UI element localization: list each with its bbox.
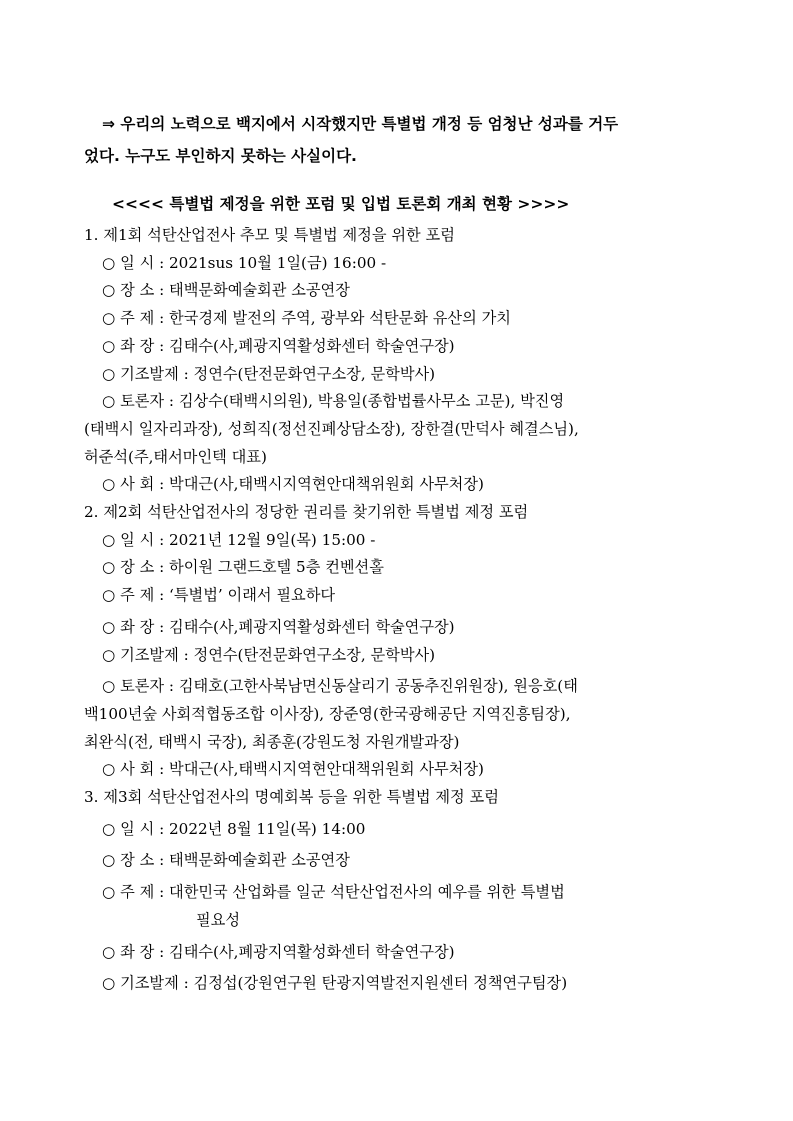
intro-line-1: ⇒ 우리의 노력으로 백지에서 시작했지만 특별법 개정 등 엄청난 성과를 거두 <box>102 115 619 133</box>
forum-2-panel-line-3: 최완식(전, 태백시 국장), 최종훈(강원도청 자원개발과장) <box>84 732 460 751</box>
forum-1-place: ○ 장 소 : 태백문화예술회관 소공연장 <box>102 281 350 300</box>
forum-3-date: ○ 일 시 : 2022년 8월 11일(목) 14:00 <box>102 819 366 838</box>
forum-2-host: ○ 사 회 : 박대근(사,태백시지역현안대책위원회 사무처장) <box>102 760 484 779</box>
forum-1-keynote: ○ 기조발제 : 정연수(탄전문화연구소장, 문학박사) <box>102 364 436 383</box>
forum-1-panel <box>84 388 714 471</box>
forum-1-host: ○ 사 회 : 박대근(사,태백시지역현안대책위원회 사무처장) <box>102 475 484 494</box>
forum-3-place: ○ 장 소 : 태백문화예술회관 소공연장 <box>102 851 350 870</box>
forum-1-panel-line-2: (태백시 일자리과장), 성희직(정선진폐상담소장), 장한결(만덕사 혜결스님), <box>84 419 579 438</box>
forum-3-chair: ○ 좌 장 : 김태수(사,폐광지역활성화센터 학술연구장) <box>102 942 455 961</box>
forum-1-date: ○ 일 시 : 2021sus 10월 1일(금) 16:00 - <box>102 253 387 272</box>
forum-1-panel-line-3: 허준석(주,태서마인텍 대표) <box>84 447 267 466</box>
forum-1-panel-line-1: ○ 토론자 : 김상수(태백시의원), 박용일(종합법률사무소 고문), 박진영 <box>102 392 565 411</box>
section-heading: <<<< 특별법 제정을 위한 포럼 및 입법 토론회 개최 현황 >>>> <box>112 195 570 213</box>
forum-3-keynote: ○ 기조발제 : 김정섭(강원연구원 탄광지역발전지원센터 정책연구팀장) <box>102 974 568 993</box>
forum-1-chair: ○ 좌 장 : 김태수(사,폐광지역활성화센터 학술연구장) <box>102 336 455 355</box>
forum-2-panel-line-2: 백100년숲 사회적협동조합 이사장), 장준영(한국광해공단 지역진흥팀장), <box>84 704 571 723</box>
forum-list <box>84 222 714 998</box>
forum-2-panel-line-1: ○ 토론자 : 김태호(고한사북남면신동살리기 공동추진위원장), 원응호(태 <box>102 677 578 696</box>
forum-1-title: 1. 제1회 석탄산업전사 추모 및 특별법 제정을 위한 포럼 <box>84 226 455 244</box>
forum-1-theme: ○ 주 제 : 한국경제 발전의 주역, 광부와 석탄문화 유산의 가치 <box>102 309 511 328</box>
forum-2-date: ○ 일 시 : 2021년 12월 9일(목) 15:00 - <box>102 530 376 549</box>
forum-2-title: 2. 제2회 석탄산업전사의 정당한 권리를 찾기위한 특별법 제정 포럼 <box>84 503 529 522</box>
forum-2-panel <box>84 673 714 756</box>
intro-paragraph <box>84 108 724 172</box>
forum-2-theme: ○ 주 제 : ‘특별법’ 이래서 필요하다 <box>102 586 336 605</box>
forum-3-title: 3. 제3회 석탄산업전사의 명예회복 등을 위한 특별법 제정 포럼 <box>84 788 499 807</box>
forum-2-place: ○ 장 소 : 하이원 그랜드호텔 5층 컨벤션홀 <box>102 558 384 577</box>
forum-2-keynote: ○ 기조발제 : 정연수(탄전문화연구소장, 문학박사) <box>102 645 436 664</box>
forum-3-theme-line-1: ○ 주 제 : 대한민국 산업화를 일군 석탄산업전사의 예우를 위한 특별법 <box>102 883 565 902</box>
forum-3-theme-line-2: 필요성 <box>196 910 241 929</box>
forum-2-chair: ○ 좌 장 : 김태수(사,폐광지역활성화센터 학술연구장) <box>102 617 455 636</box>
intro-line-2: 었다. 누구도 부인하지 못하는 사실이다. <box>84 147 357 165</box>
